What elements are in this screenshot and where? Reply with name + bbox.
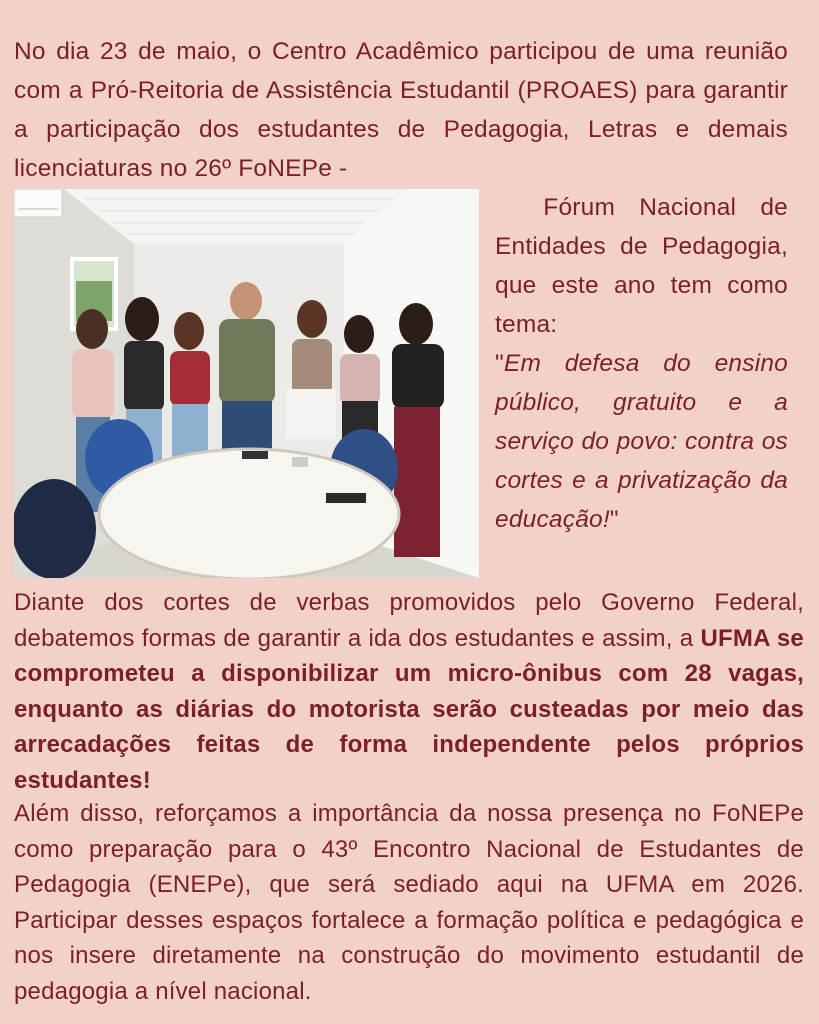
- funding-commitment: UFMA se comprometeu a disponibilizar um micro-ônibus com 28 vagas, enquanto as diárias do motorista serão custeadas por meio das arrecadações feitas de forma independente pelos próprios estudantes!: [14, 624, 804, 794]
- side-paragraph: [495, 188, 788, 539]
- quote-close-mark: ": [609, 506, 619, 533]
- group-photo-illustration: [14, 189, 479, 578]
- funding-text: Diante dos cortes de verbas promovidos pelo Governo Federal, debatemos formas de garantir a ida dos estudantes e assim, a: [14, 589, 804, 652]
- forum-description: Fórum Nacional de Entidades de Pedagogia, que este ano tem como tema:: [495, 194, 788, 338]
- closing-paragraph: Além disso, reforçamos a importância da nossa presença no FoNEPe como preparação para o 43º Encontro Nacional de Estudantes de Pedagogia (ENEPe), que será sediado aqui na UFMA em 2026. Participar desses espaços fortalece a formação política e pedagógica e nos insere diretamente na construção do movimento estudantil de pedagogia a nível nacional.: [14, 800, 804, 1005]
- group-photo: [14, 189, 479, 578]
- quote-open-mark: ": [495, 350, 504, 377]
- intro-paragraph: No dia 23 de maio, o Centro Acadêmico participou de uma reunião com a Pró-Reitoria de Assistência Estudantil (PROAES) para garantir a participação dos estudantes de Pedagogia, Letras e demais licenciaturas no 26º FoNEPe -: [14, 38, 788, 182]
- funding-paragraph: [14, 585, 804, 798]
- theme-quote: Em defesa do ensino público, gratuito e a serviço do povo: contra os cortes e a privatização da educação!: [495, 350, 788, 533]
